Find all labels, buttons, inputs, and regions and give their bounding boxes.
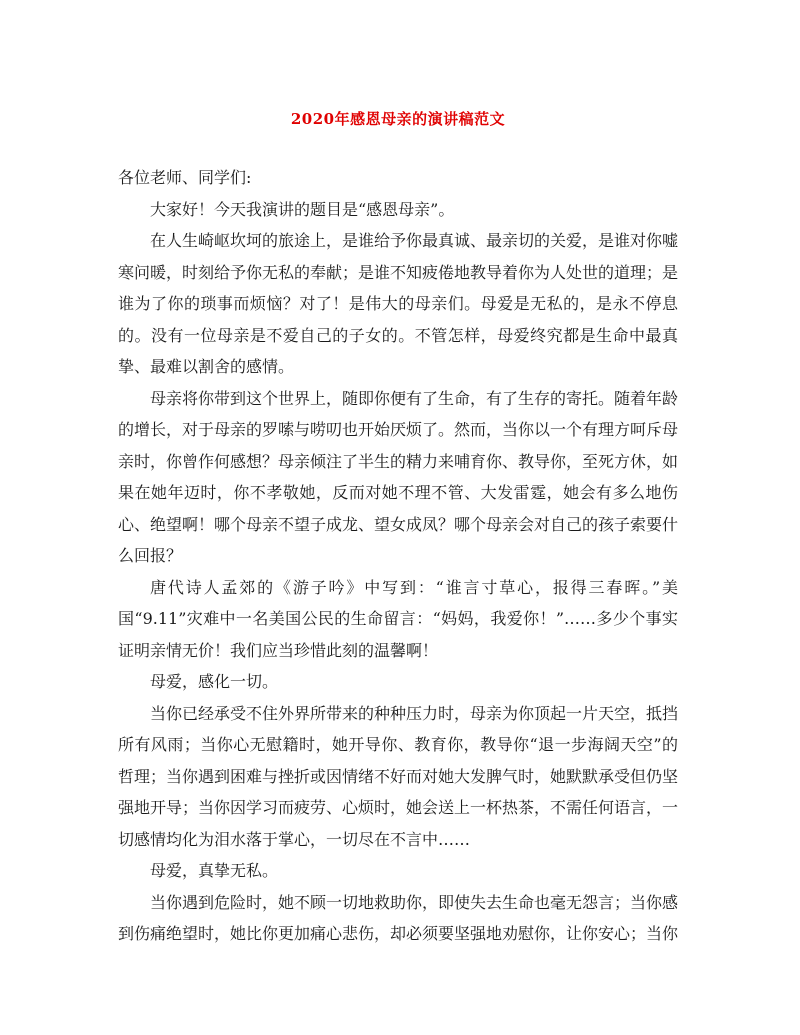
paragraph-danger: 当你遇到危险时，她不顾一切地救助你，即使失去生命也毫无怨言；当你感到伤痛绝望时，她比你更加痛心悲伤，却必须要坚强地劝慰你，让你安心；当你 xyxy=(118,892,679,943)
paragraph-greeting: 大家好！今天我演讲的题目是“感恩母亲”。 xyxy=(150,199,455,219)
document-page xyxy=(118,0,678,1035)
document-body xyxy=(118,162,678,950)
document-title: 2020年感恩母亲的演讲稿范文 xyxy=(290,110,506,128)
paragraph-poem-quote: 唐代诗人孟郊的《游子吟》中写到：“谁言寸草心，报得三春晖。”美国“9.11”灾难中一名美国公民的生命留言：“妈妈，我爱你！”……多少个事实证明亲情无价！我们应当珍惜此刻的温馨啊！ xyxy=(118,577,678,660)
paragraph-heading-selfless: 母爱，真挚无私。 xyxy=(150,861,279,880)
paragraph-heading-influence: 母爱，感化一切。 xyxy=(150,672,279,691)
paragraph-support: 当你已经承受不住外界所带来的种种压力时，母亲为你顶起一片天空，抵挡所有风雨；当你心无慰籍时，她开导你、教育你，教导你“退一步海阔天空”的哲理；当你遇到困难与挫折或因情绪不好而对她大发脾气时，她默默承受但仍坚强地开导；当你因学习而疲劳、心烦时，她会送上一杯热茶，不需任何语言，一切感情均化为泪水落于掌心，一切尽在不言中…… xyxy=(118,703,679,849)
salutation: 各位老师、同学们: xyxy=(118,168,252,187)
paragraph-life-given: 母亲将你带到这个世界上，随即你便有了生命，有了生存的寄托。随着年龄的增长，对于母亲的罗嗦与唠叨也开始厌烦了。然而，当你以一个有理方呵斥母亲时，你曾作何感想？母亲倾注了半生的精力来哺育你、教导你，至死方休，如果在她年迈时，你不孝敬她，反而对她不理不管、大发雷霆，她会有多么地伤心、绝望啊！哪个母亲不望子成龙、望女成凤？哪个母亲会对自己的孩子索要什么回报？ xyxy=(118,388,679,565)
paragraph-mothers-love: 在人生崎岖坎坷的旅途上，是谁给予你最真诚、最亲切的关爱，是谁对你嘘寒问暖，时刻给予你无私的奉献；是谁不知疲倦地教导着你为人处世的道理；是谁为了你的琐事而烦恼？对了！是伟大的母亲们。母爱是无私的，是永不停息的。没有一位母亲是不爱自己的子女的。不管怎样，母爱终究都是生命中最真挚、最难以割舍的感情。 xyxy=(118,231,679,376)
